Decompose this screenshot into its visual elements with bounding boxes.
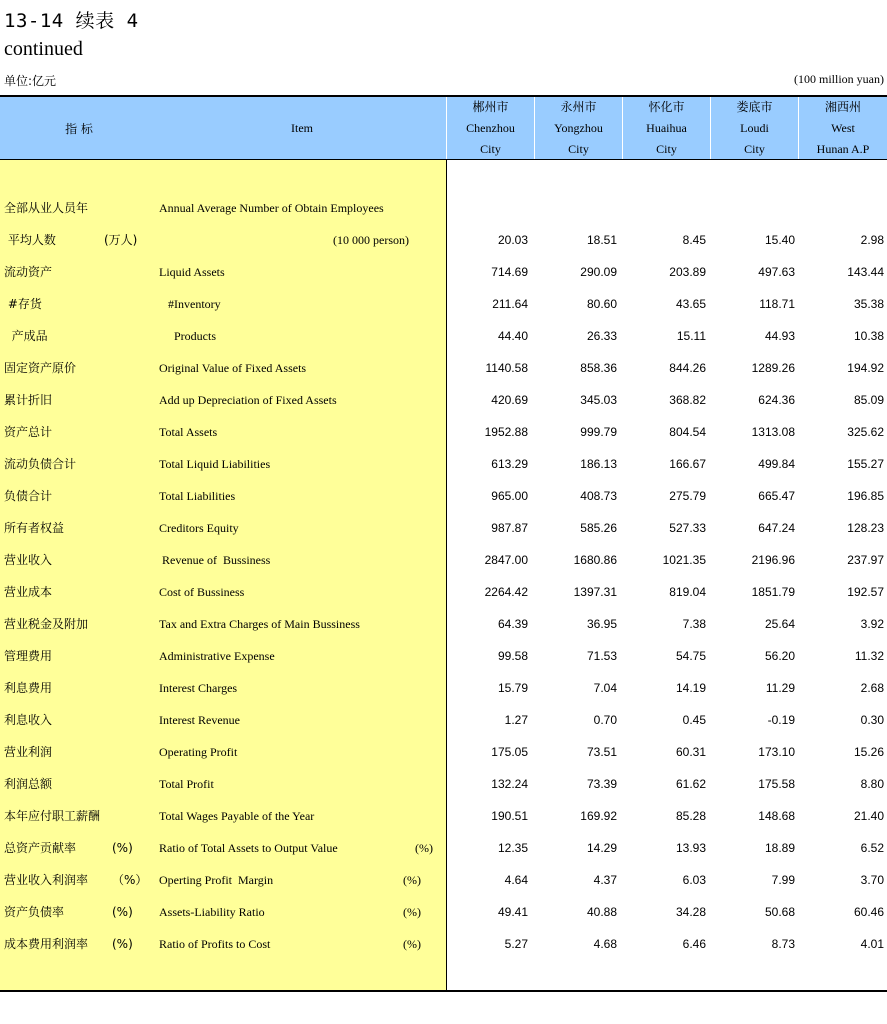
row-label-cn: 利息费用 <box>4 681 53 695</box>
row-value: 40.88 <box>586 905 617 919</box>
row-value: 2264.42 <box>484 585 528 599</box>
row-value: 4.68 <box>593 937 617 951</box>
row-value: 1952.88 <box>484 425 528 439</box>
row-value: 8.45 <box>682 233 706 247</box>
row-value: 1397.31 <box>573 585 617 599</box>
row-value: 80.60 <box>586 297 617 311</box>
row-value: 6.03 <box>682 873 706 887</box>
row-unit-en: (%) <box>403 905 421 919</box>
row-value: 14.19 <box>675 681 706 695</box>
row-label-en: Administrative Expense <box>159 649 275 663</box>
header-col-chenzhou <box>447 97 534 159</box>
row-value: 14.29 <box>586 841 617 855</box>
row-unit-cn: (%) <box>112 841 133 855</box>
row-label-cn: 流动负债合计 <box>4 457 77 471</box>
row-label-cn: 营业税金及附加 <box>4 617 89 631</box>
row-value: 12.35 <box>497 841 528 855</box>
row-label-en: Total Liabilities <box>159 489 236 503</box>
row-label-cn: 固定资产原价 <box>4 361 77 375</box>
row-value: 64.39 <box>497 617 528 631</box>
row-unit-cn: (%) <box>112 905 133 919</box>
table-row <box>0 640 887 672</box>
row-value: 61.62 <box>675 777 706 791</box>
table-row <box>0 384 887 416</box>
row-label-en: Annual Average Number of Obtain Employees <box>159 201 384 215</box>
row-label-cn: 产成品 <box>4 329 48 343</box>
header-col-loudi <box>711 97 798 159</box>
row-label-cn: 资产总计 <box>4 425 53 439</box>
table-header <box>0 97 887 159</box>
row-value: 647.24 <box>758 521 795 535</box>
row-value: 7.04 <box>593 681 617 695</box>
row-label-cn: 利润总额 <box>4 777 53 791</box>
row-value: 987.87 <box>491 521 528 535</box>
row-label-cn: 本年应付职工薪酬 <box>4 809 101 823</box>
row-value: 1313.08 <box>751 425 795 439</box>
row-value: 118.71 <box>759 297 795 311</box>
row-label-en: Total Assets <box>159 425 218 439</box>
row-value: 345.03 <box>580 393 617 407</box>
table-row <box>0 928 887 960</box>
header-col-en1: Loudi <box>740 121 769 135</box>
row-label-en: Assets-Liability Ratio <box>159 905 265 919</box>
header-col-west-hunan <box>799 97 887 159</box>
row-value: 73.51 <box>586 745 617 759</box>
row-label-cn: 总资产贡献率 <box>4 841 77 855</box>
table-row <box>0 544 887 576</box>
row-value: 60.31 <box>675 745 706 759</box>
table-row <box>0 896 887 928</box>
row-unit-cn: (万人) <box>104 233 138 247</box>
row-value: 408.73 <box>580 489 617 503</box>
row-value: 237.97 <box>847 553 884 567</box>
row-value: 714.69 <box>491 265 528 279</box>
row-label-en: #Inventory <box>159 297 221 311</box>
row-label-cn: 营业收入 <box>4 553 53 567</box>
row-unit-en: (%) <box>415 841 433 855</box>
row-value: 8.73 <box>771 937 795 951</box>
header-indicator: 指 标 <box>65 121 93 136</box>
row-label-cn: 所有者权益 <box>4 521 65 535</box>
row-value: 858.36 <box>580 361 617 375</box>
row-value: 56.20 <box>764 649 795 663</box>
row-value: 13.93 <box>675 841 706 855</box>
row-value: 128.23 <box>847 521 884 535</box>
row-value: 35.38 <box>853 297 884 311</box>
row-label-cn: 利息收入 <box>4 713 53 727</box>
row-value: -0.19 <box>767 713 795 727</box>
row-label-cn: #存货 <box>4 297 42 311</box>
header-col-cn: 娄底市 <box>736 100 773 114</box>
row-value: 175.05 <box>491 745 528 759</box>
table-row <box>0 448 887 480</box>
row-value: 132.24 <box>491 777 528 791</box>
row-value: 2.68 <box>860 681 884 695</box>
row-label-en: Total Profit <box>159 777 214 791</box>
row-value: 44.93 <box>764 329 795 343</box>
row-value: 613.29 <box>491 457 528 471</box>
table-row <box>0 320 887 352</box>
table-row <box>0 224 887 256</box>
row-value: 11.32 <box>854 649 884 663</box>
row-value: 0.70 <box>593 713 617 727</box>
row-value: 1140.58 <box>485 361 528 375</box>
row-value: 2847.00 <box>484 553 528 567</box>
table-row <box>0 480 887 512</box>
row-label-cn: 营业收入利润率 <box>4 873 89 887</box>
row-label-en: Add up Depreciation of Fixed Assets <box>159 393 337 407</box>
header-item: Item <box>291 120 313 135</box>
row-value: 25.64 <box>764 617 795 631</box>
row-value: 85.28 <box>675 809 706 823</box>
table-title: 13-14 续表 4 <box>4 10 139 32</box>
row-label-cn: 全部从业人员年 <box>4 201 89 215</box>
header-col-yongzhou <box>535 97 622 159</box>
row-value: 999.79 <box>580 425 617 439</box>
row-label-en: Interest Revenue <box>159 713 240 727</box>
row-label-en: Revenue of Bussiness <box>159 553 271 567</box>
header-col-en1: Huaihua <box>646 121 687 135</box>
row-unit-cn: （%） <box>112 873 148 887</box>
row-value: 5.27 <box>504 937 528 951</box>
row-label-cn: 管理费用 <box>4 649 53 663</box>
row-value: 420.69 <box>491 393 528 407</box>
row-label-en: Creditors Equity <box>159 521 239 535</box>
row-value: 196.85 <box>847 489 884 503</box>
header-col-cn: 郴州市 <box>472 100 509 114</box>
row-value: 15.11 <box>676 329 706 343</box>
row-value: 54.75 <box>675 649 706 663</box>
row-value: 148.68 <box>758 809 795 823</box>
table-row <box>0 576 887 608</box>
row-value: 43.65 <box>675 297 706 311</box>
row-value: 49.41 <box>497 905 528 919</box>
row-value: 368.82 <box>669 393 706 407</box>
row-value: 166.67 <box>669 457 706 471</box>
row-unit-cn: (%) <box>112 937 133 951</box>
row-value: 2196.96 <box>751 553 795 567</box>
table-row <box>0 608 887 640</box>
row-label-cn: 营业成本 <box>4 585 53 599</box>
row-value: 203.89 <box>669 265 706 279</box>
row-value: 290.09 <box>580 265 617 279</box>
row-value: 71.53 <box>586 649 617 663</box>
row-label-en: Ratio of Total Assets to Output Value <box>159 841 338 855</box>
table-row <box>0 736 887 768</box>
row-value: 11.29 <box>765 681 795 695</box>
table-row <box>0 672 887 704</box>
row-value: 624.36 <box>758 393 795 407</box>
row-value: 50.68 <box>764 905 795 919</box>
header-col-en2: City <box>656 142 677 156</box>
row-value: 99.58 <box>497 649 528 663</box>
row-value: 3.92 <box>860 617 884 631</box>
row-value: 804.54 <box>669 425 706 439</box>
row-label-en: Ratio of Profits to Cost <box>159 937 271 951</box>
row-value: 1851.79 <box>751 585 795 599</box>
row-value: 85.09 <box>853 393 884 407</box>
row-value: 36.95 <box>586 617 617 631</box>
row-value: 21.40 <box>853 809 884 823</box>
row-value: 192.57 <box>847 585 884 599</box>
row-unit-en: (%) <box>403 937 421 951</box>
row-value: 497.63 <box>758 265 795 279</box>
header-col-en1: West <box>831 121 855 135</box>
row-label-cn: 成本费用利润率 <box>4 937 89 951</box>
row-label-cn: 负债合计 <box>4 489 53 503</box>
row-value: 1680.86 <box>573 553 617 567</box>
row-value: 26.33 <box>586 329 617 343</box>
row-label-cn: 平均人数 <box>4 233 56 247</box>
row-value: 1021.35 <box>662 553 706 567</box>
row-value: 44.40 <box>497 329 528 343</box>
row-label-en: Operting Profit Margin <box>159 873 274 887</box>
header-col-en2: Hunan A.P <box>816 142 870 156</box>
row-value: 585.26 <box>580 521 617 535</box>
row-value: 190.51 <box>491 809 528 823</box>
header-col-cn: 永州市 <box>560 100 597 114</box>
table-row <box>0 256 887 288</box>
header-col-en2: City <box>480 142 501 156</box>
row-label-en: Cost of Bussiness <box>159 585 245 599</box>
row-label-en: Liquid Assets <box>159 265 225 279</box>
header-col-huaihua <box>623 97 710 159</box>
row-value: 8.80 <box>860 777 884 791</box>
row-value: 1.27 <box>504 713 528 727</box>
table-subtitle: continued <box>4 38 83 60</box>
row-label-cn: 营业利润 <box>4 745 53 759</box>
row-value: 186.13 <box>580 457 617 471</box>
row-value: 7.38 <box>682 617 706 631</box>
row-value: 499.84 <box>758 457 795 471</box>
row-value: 15.26 <box>853 745 884 759</box>
row-value: 325.62 <box>847 425 884 439</box>
unit-label-cn: 单位:亿元 <box>4 74 57 88</box>
table-row <box>0 288 887 320</box>
row-value: 819.04 <box>669 585 706 599</box>
row-value: 0.45 <box>682 713 706 727</box>
row-value: 10.38 <box>853 329 884 343</box>
row-unit-en: (10 000 person) <box>333 233 409 247</box>
table-row <box>0 832 887 864</box>
row-label-en: Original Value of Fixed Assets <box>159 361 307 375</box>
row-value: 2.98 <box>860 233 884 247</box>
header-col-en2: City <box>744 142 765 156</box>
row-value: 1289.26 <box>751 361 795 375</box>
row-value: 173.10 <box>758 745 795 759</box>
table-row <box>0 704 887 736</box>
row-label-en: Total Wages Payable of the Year <box>159 809 315 823</box>
table-row <box>0 416 887 448</box>
row-value: 275.79 <box>669 489 706 503</box>
row-value: 665.47 <box>758 489 795 503</box>
row-value: 4.01 <box>860 937 884 951</box>
table-row <box>0 768 887 800</box>
row-value: 175.58 <box>758 777 795 791</box>
row-label-cn: 资产负债率 <box>4 905 65 919</box>
bottom-rule <box>0 990 887 992</box>
row-value: 34.28 <box>675 905 706 919</box>
table-row <box>0 864 887 896</box>
row-value: 20.03 <box>497 233 528 247</box>
row-value: 4.64 <box>504 873 528 887</box>
row-label-cn: 流动资产 <box>4 265 53 279</box>
table-row <box>0 192 887 224</box>
unit-label-en: (100 million yuan) <box>794 72 884 86</box>
row-value: 169.92 <box>580 809 617 823</box>
row-value: 6.52 <box>860 841 884 855</box>
header-col-en2: City <box>568 142 589 156</box>
header-col-en1: Yongzhou <box>554 121 603 135</box>
table-row <box>0 800 887 832</box>
row-value: 211.64 <box>492 297 528 311</box>
row-label-en: Operating Profit <box>159 745 238 759</box>
table-row <box>0 512 887 544</box>
row-value: 18.89 <box>764 841 795 855</box>
row-value: 15.40 <box>764 233 795 247</box>
header-col-cn: 湘西州 <box>824 100 861 114</box>
row-value: 60.46 <box>853 905 884 919</box>
row-label-cn: 累计折旧 <box>4 393 53 407</box>
row-value: 15.79 <box>497 681 528 695</box>
row-value: 7.99 <box>771 873 795 887</box>
row-label-en: Tax and Extra Charges of Main Bussiness <box>159 617 360 631</box>
row-value: 4.37 <box>593 873 617 887</box>
row-value: 194.92 <box>847 361 884 375</box>
header-col-cn: 怀化市 <box>648 100 685 114</box>
row-label-en: Products <box>159 329 216 343</box>
row-value: 3.70 <box>860 873 884 887</box>
row-value: 527.33 <box>669 521 706 535</box>
row-value: 844.26 <box>669 361 706 375</box>
header-col-en1: Chenzhou <box>466 121 515 135</box>
row-value: 6.46 <box>682 937 706 951</box>
row-unit-en: (%) <box>403 873 421 887</box>
row-value: 155.27 <box>847 457 884 471</box>
table-row <box>0 352 887 384</box>
row-value: 73.39 <box>586 777 617 791</box>
row-value: 18.51 <box>586 233 617 247</box>
row-value: 0.30 <box>860 713 884 727</box>
row-label-en: Interest Charges <box>159 681 238 695</box>
row-value: 143.44 <box>847 265 884 279</box>
row-value: 965.00 <box>491 489 528 503</box>
row-label-en: Total Liquid Liabilities <box>159 457 271 471</box>
